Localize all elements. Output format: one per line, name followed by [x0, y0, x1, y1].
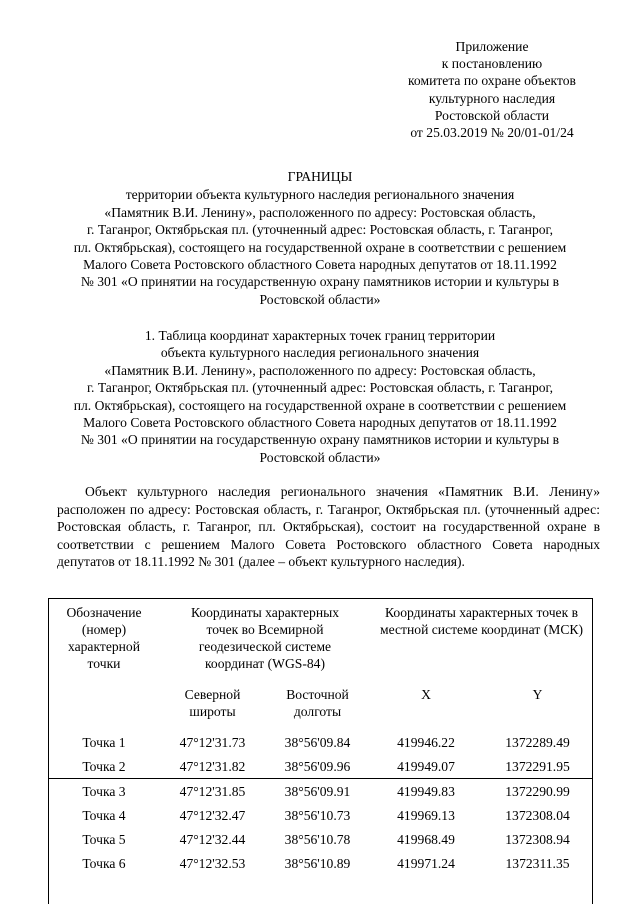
section-line: № 301 «О принятии на государственную охрану памятников истории и культуры в: [80, 432, 560, 448]
cell-point: Точка 2: [82, 758, 126, 774]
header-wgs: Координаты характерных точек во Всемирной геодезической системе координат (WGS-84): [190, 605, 340, 671]
header-msk: Координаты характерных точек в местной системе координат (МСК): [380, 605, 583, 637]
cell-east: 38°56'10.78: [284, 831, 351, 847]
table-row: [48, 827, 593, 851]
coordinates-table: [48, 598, 593, 875]
title-heading: ГРАНИЦЫ: [287, 169, 353, 184]
cell-east: 38°56'09.84: [284, 734, 351, 750]
table-subheader-row: [48, 686, 593, 730]
section-line: Ростовской области»: [259, 449, 381, 465]
cell-x: 419969.13: [397, 807, 455, 823]
cell-east: 38°56'09.96: [284, 758, 351, 774]
cell-north: 47°12'31.73: [179, 734, 246, 750]
document-title: [40, 168, 600, 308]
cell-point: Точка 3: [48, 779, 160, 804]
title-line: Малого Совета Ростовского областного Совета народных депутатов от 18.11.1992: [83, 257, 557, 273]
cell-x: 419968.49: [397, 831, 455, 847]
table-row: [48, 851, 593, 875]
table-row: [48, 779, 593, 804]
table-row: [48, 730, 593, 754]
cell-east: 38°56'10.89: [284, 855, 351, 871]
title-line: г. Таганрог, Октябрьская пл. (уточненный адрес: Ростовская область, г. Таганрог,: [87, 222, 553, 238]
subheader-empty: [48, 686, 160, 730]
appendix-line: Приложение: [455, 39, 529, 54]
appendix-block: [392, 38, 592, 141]
cell-x: 419946.22: [397, 734, 455, 750]
cell-y: 1372291.95: [505, 758, 570, 774]
section-line: объекта культурного наследия регионального значения: [160, 345, 480, 361]
appendix-line: Ростовской области: [434, 107, 550, 123]
cell-point: Точка 1: [82, 734, 126, 750]
cell-y: 1372289.49: [505, 734, 570, 750]
section-line: Малого Совета Ростовского областного Совета народных депутатов от 18.11.1992: [83, 415, 557, 431]
cell-point: Точка 5: [82, 831, 126, 847]
section-line: г. Таганрог, Октябрьская пл. (уточненный адрес: Ростовская область, г. Таганрог,: [87, 380, 553, 396]
appendix-line: культурного наследия: [428, 90, 556, 106]
table-header-row: [48, 598, 593, 686]
cell-east: 38°56'10.73: [284, 807, 351, 823]
cell-x: 419949.07: [397, 758, 455, 774]
title-line: пл. Октябрьская), состоящего на государственной охране в соответствии с решением: [73, 239, 567, 255]
appendix-line: от 25.03.2019 № 20/01-01/24: [410, 125, 574, 141]
cell-north: 47°12'31.82: [179, 758, 246, 774]
title-line: № 301 «О принятии на государственную охрану памятников истории и культуры в: [80, 274, 560, 290]
subheader-north: Северной широты: [184, 687, 241, 719]
table-row: [48, 803, 593, 827]
cell-x: 419971.24: [397, 855, 455, 871]
section-heading: [40, 327, 600, 466]
cell-x: 419949.83: [370, 779, 482, 804]
cell-north: 47°12'32.44: [179, 831, 246, 847]
cell-y: 1372308.94: [505, 831, 570, 847]
subheader-y: Y: [532, 687, 543, 702]
subheader-x: X: [421, 687, 431, 702]
title-line: «Памятник В.И. Ленину», расположенного по адресу: Ростовская область,: [104, 204, 536, 220]
cell-y: 1372308.04: [505, 807, 570, 823]
cell-y: 1372290.99: [482, 779, 593, 804]
title-line: Ростовской области»: [259, 291, 381, 307]
appendix-line: к постановлению: [441, 56, 543, 72]
subheader-east: Восточной долготы: [286, 687, 349, 719]
title-line: территории объекта культурного наследия регионального значения: [125, 187, 515, 203]
cell-point: Точка 6: [82, 855, 126, 871]
section-line: пл. Октябрьская), состоящего на государственной охране в соответствии с решением: [73, 397, 567, 413]
cell-north: 47°12'32.47: [179, 807, 246, 823]
cell-north: 47°12'31.85: [160, 779, 265, 804]
cell-north: 47°12'32.53: [179, 855, 246, 871]
section-line: 1. Таблица координат характерных точек границ территории: [144, 328, 496, 343]
object-description: Объект культурного наследия регионального значения «Памятник В.И. Ленину» расположен по адресу: Ростовская область, г. Таганрог, Октябрьская пл. (уточненный адрес: Ростовская область, г. Таганрог, пл. Октябрьская), состоит на государственной охране в соответствии с решением Малого Совета Ростовского областного Совета народных депутатов от 18.11.1992 № 301 (далее – объект культурного наследия).: [57, 484, 600, 570]
section-line: «Памятник В.И. Ленину», расположенного по адресу: Ростовская область,: [104, 362, 536, 378]
table-row: [48, 754, 593, 779]
header-point: Обозначение (номер) характерной точки: [66, 605, 142, 671]
appendix-line: комитета по охране объектов: [408, 73, 576, 89]
cell-east: 38°56'09.91: [265, 779, 370, 804]
cell-point: Точка 4: [82, 807, 126, 823]
cell-y: 1372311.35: [505, 855, 570, 871]
